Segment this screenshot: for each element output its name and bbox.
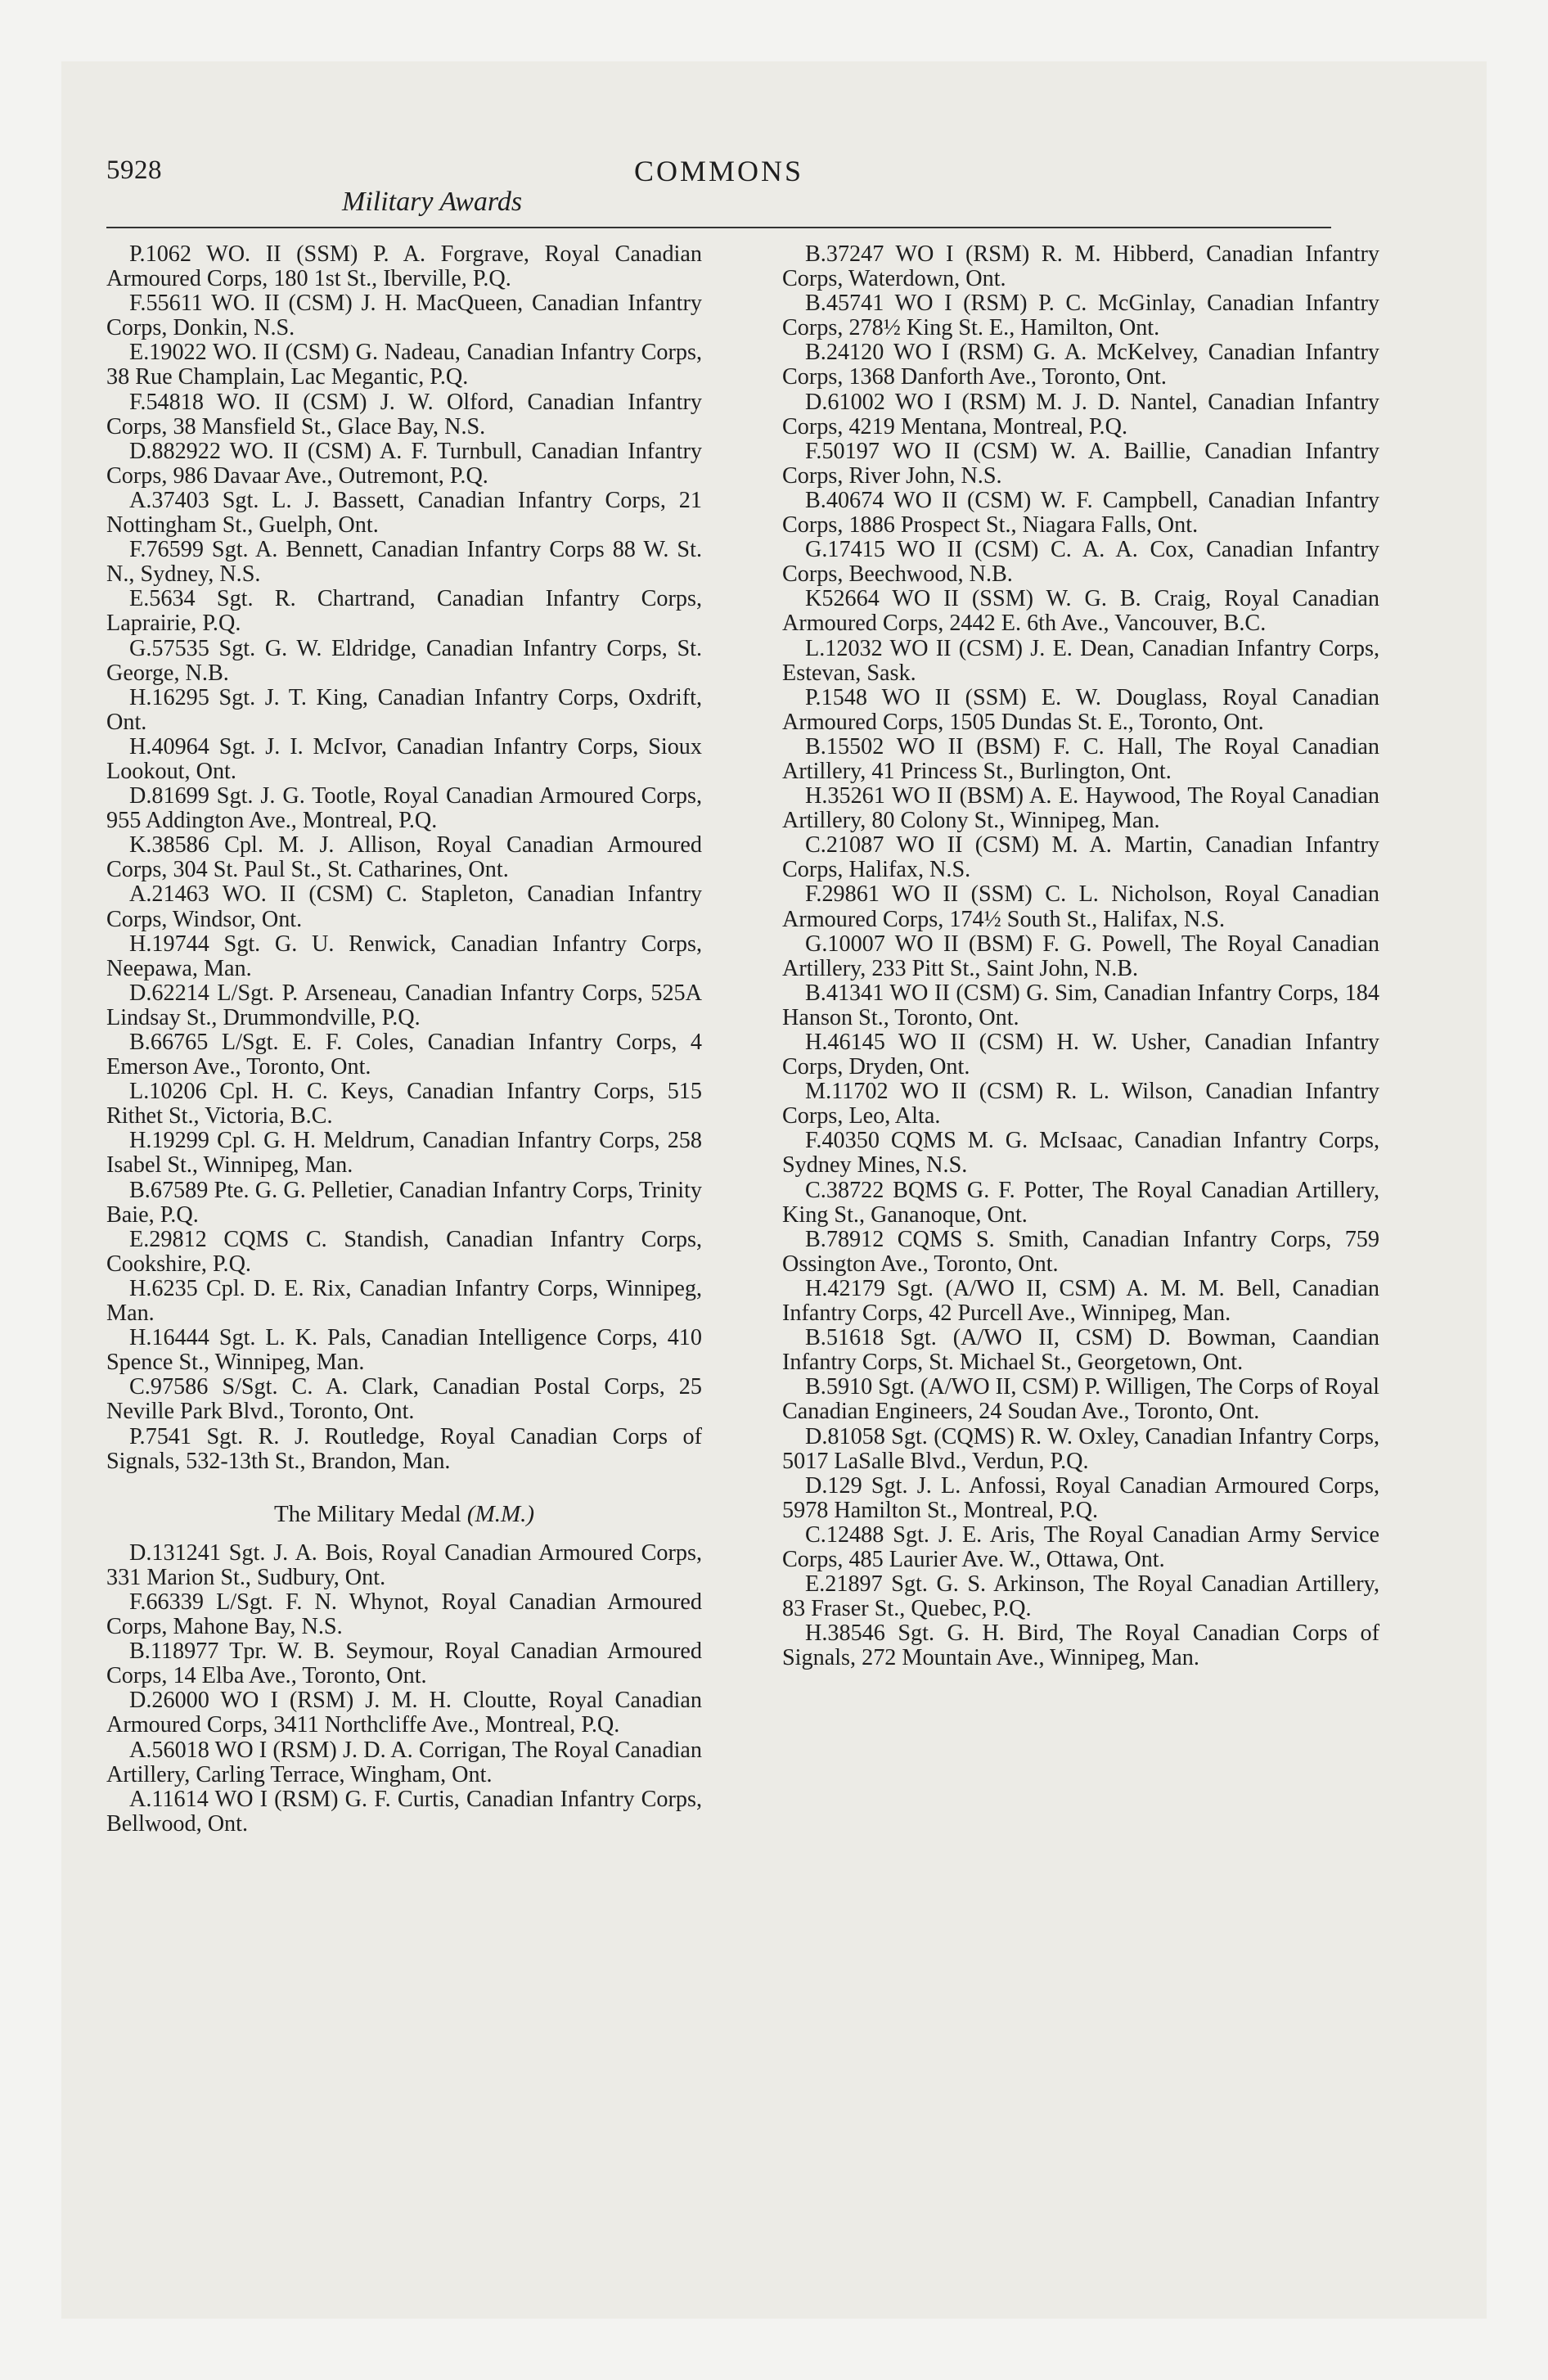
award-entry: B.37247 WO I (RSM) R. M. Hibberd, Canadian Infantry Corps, Waterdown, Ont. — [782, 241, 1379, 292]
award-entry: F.54818 WO. II (CSM) J. W. Olford, Canadian Infantry Corps, 38 Mansfield St., Glace Bay, N.S. — [106, 389, 702, 439]
award-entry: L.10206 Cpl. H. C. Keys, Canadian Infantry Corps, 515 Rithet St., Victoria, B.C. — [106, 1079, 702, 1129]
award-entry: D.81699 Sgt. J. G. Tootle, Royal Canadian Armoured Corps, 955 Addington Ave., Montreal, P.Q. — [106, 783, 702, 834]
award-entry: M.11702 WO II (CSM) R. L. Wilson, Canadian Infantry Corps, Leo, Alta. — [782, 1079, 1379, 1129]
award-entry: H.40964 Sgt. J. I. McIvor, Canadian Infantry Corps, Sioux Lookout, Ont. — [106, 733, 702, 784]
award-entry: H.16295 Sgt. J. T. King, Canadian Infantry Corps, Oxdrift, Ont. — [106, 684, 702, 735]
award-entry: D.62214 L/Sgt. P. Arseneau, Canadian Infantry Corps, 525A Lindsay St., Drummondville, P.Q. — [106, 980, 702, 1030]
award-entry: B.51618 Sgt. (A/WO II, CSM) D. Bowman, Caandian Infantry Corps, St. Michael St., Georgetown, Ont. — [782, 1325, 1379, 1376]
award-entry: F.55611 WO. II (CSM) J. H. MacQueen, Canadian Infantry Corps, Donkin, N.S. — [106, 291, 702, 341]
award-entry: F.66339 L/Sgt. F. N. Whynot, Royal Canadian Armoured Corps, Mahone Bay, N.S. — [106, 1589, 702, 1640]
award-entry: C.21087 WO II (CSM) M. A. Martin, Canadian Infantry Corps, Halifax, N.S. — [782, 832, 1379, 883]
left-entries-bottom — [106, 1541, 702, 1837]
award-entry: D.81058 Sgt. (CQMS) R. W. Oxley, Canadian Infantry Corps, 5017 LaSalle Blvd., Verdun, P.Q. — [782, 1423, 1379, 1474]
award-entry: P.7541 Sgt. R. J. Routledge, Royal Canadian Corps of Signals, 532-13th St., Brandon, Man. — [106, 1423, 702, 1474]
award-entry: P.1548 WO II (SSM) E. W. Douglass, Royal Canadian Armoured Corps, 1505 Dundas St. E., Toronto, Ont. — [782, 684, 1379, 735]
award-entry: H.19744 Sgt. G. U. Renwick, Canadian Infantry Corps, Neepawa, Man. — [106, 931, 702, 981]
award-entry: H.19299 Cpl. G. H. Meldrum, Canadian Infantry Corps, 258 Isabel St., Winnipeg, Man. — [106, 1128, 702, 1179]
award-entry: D.882922 WO. II (CSM) A. F. Turnbull, Canadian Infantry Corps, 986 Davaar Ave., Outremont, P.Q. — [106, 438, 702, 489]
award-entry: E.19022 WO. II (CSM) G. Nadeau, Canadian Infantry Corps, 38 Rue Champlain, Lac Megantic, P.Q. — [106, 340, 702, 390]
award-entry: H.35261 WO II (BSM) A. E. Haywood, The Royal Canadian Artillery, 80 Colony St., Winnipeg, Man. — [782, 783, 1379, 834]
award-entry: H.38546 Sgt. G. H. Bird, The Royal Canadian Corps of Signals, 272 Mountain Ave., Winnipeg, Man. — [782, 1620, 1379, 1671]
section-heading — [106, 1502, 702, 1526]
section-heading-abbr: (M.M.) — [466, 1500, 535, 1527]
award-entry: E.5634 Sgt. R. Chartrand, Canadian Infantry Corps, Laprairie, P.Q. — [106, 586, 702, 637]
award-entry: B.15502 WO II (BSM) F. C. Hall, The Royal Canadian Artillery, 41 Princess St., Burlington, Ont. — [782, 733, 1379, 784]
award-entry: F.29861 WO II (SSM) C. L. Nicholson, Royal Canadian Armoured Corps, 174½ South St., Halifax, N.S. — [782, 881, 1379, 932]
award-entry: K.38586 Cpl. M. J. Allison, Royal Canadian Armoured Corps, 304 St. Paul St., St. Catharines, Ont. — [106, 832, 702, 883]
award-entry: B.40674 WO II (CSM) W. F. Campbell, Canadian Infantry Corps, 1886 Prospect St., Niagara Falls, Ont. — [782, 487, 1379, 539]
left-entries-top — [106, 242, 702, 1474]
award-entry: B.45741 WO I (RSM) P. C. McGinlay, Canadian Infantry Corps, 278½ King St. E., Hamilton, Ont. — [782, 291, 1379, 341]
award-entry: C.97586 S/Sgt. C. A. Clark, Canadian Postal Corps, 25 Neville Park Blvd., Toronto, Ont. — [106, 1374, 702, 1425]
running-head: Military Awards — [342, 187, 523, 217]
award-entry: A.56018 WO I (RSM) J. D. A. Corrigan, The Royal Canadian Artillery, Carling Terrace, Wingham, Ont. — [106, 1737, 702, 1787]
right-column — [782, 242, 1379, 1670]
left-column — [106, 242, 702, 1837]
award-entry: A.21463 WO. II (CSM) C. Stapleton, Canadian Infantry Corps, Windsor, Ont. — [106, 881, 702, 932]
award-entry: B.24120 WO I (RSM) G. A. McKelvey, Canadian Infantry Corps, 1368 Danforth Ave., Toronto, Ont. — [782, 340, 1379, 390]
page-header — [106, 90, 1331, 217]
award-entry: A.11614 WO I (RSM) G. F. Curtis, Canadian Infantry Corps, Bellwood, Ont. — [106, 1786, 702, 1837]
right-entries — [782, 242, 1379, 1670]
award-entry: D.26000 WO I (RSM) J. M. H. Cloutte, Royal Canadian Armoured Corps, 3411 Northcliffe Ave., Montreal, P.Q. — [106, 1688, 702, 1738]
award-entry: F.50197 WO II (CSM) W. A. Baillie, Canadian Infantry Corps, River John, N.S. — [782, 438, 1379, 489]
page-title: COMMONS — [633, 155, 804, 187]
award-entry: E.29812 CQMS C. Standish, Canadian Infantry Corps, Cookshire, P.Q. — [106, 1226, 702, 1277]
award-entry: B.66765 L/Sgt. E. F. Coles, Canadian Infantry Corps, 4 Emerson Ave., Toronto, Ont. — [106, 1030, 702, 1080]
header-rule — [106, 227, 1331, 228]
award-entry: B.78912 CQMS S. Smith, Canadian Infantry Corps, 759 Ossington Ave., Toronto, Ont. — [782, 1226, 1379, 1277]
award-entry: C.38722 BQMS G. F. Potter, The Royal Canadian Artillery, King St., Gananoque, Ont. — [782, 1177, 1379, 1228]
award-entry: H.6235 Cpl. D. E. Rix, Canadian Infantry Corps, Winnipeg, Man. — [106, 1275, 702, 1327]
award-entry: A.37403 Sgt. L. J. Bassett, Canadian Infantry Corps, 21 Nottingham St., Guelph, Ont. — [106, 487, 702, 539]
award-entry: K52664 WO II (SSM) W. G. B. Craig, Royal Canadian Armoured Corps, 2442 E. 6th Ave., Vancouver, B.C. — [782, 586, 1379, 637]
award-entry: B.5910 Sgt. (A/WO II, CSM) P. Willigen, The Corps of Royal Canadian Engineers, 24 Soudan Ave., Toronto, Ont. — [782, 1374, 1379, 1425]
page-number: 5928 — [106, 156, 162, 185]
award-entry: G.57535 Sgt. G. W. Eldridge, Canadian Infantry Corps, St. George, N.B. — [106, 635, 702, 686]
award-entry: B.118977 Tpr. W. B. Seymour, Royal Canadian Armoured Corps, 14 Elba Ave., Toronto, Ont. — [106, 1639, 702, 1689]
award-entry: B.67589 Pte. G. G. Pelletier, Canadian Infantry Corps, Trinity Baie, P.Q. — [106, 1177, 702, 1228]
award-entry: G.17415 WO II (CSM) C. A. A. Cox, Canadian Infantry Corps, Beechwood, N.B. — [782, 537, 1379, 588]
award-entry: D.61002 WO I (RSM) M. J. D. Nantel, Canadian Infantry Corps, 4219 Mentana, Montreal, P.Q. — [782, 389, 1379, 439]
award-entry: D.131241 Sgt. J. A. Bois, Royal Canadian Armoured Corps, 331 Marion St., Sudbury, Ont. — [106, 1539, 702, 1590]
award-entry: H.42179 Sgt. (A/WO II, CSM) A. M. M. Bell, Canadian Infantry Corps, 42 Purcell Ave., Winnipeg, Man. — [782, 1275, 1379, 1327]
award-entry: E.21897 Sgt. G. S. Arkinson, The Royal Canadian Artillery, 83 Fraser St., Quebec, P.Q. — [782, 1571, 1379, 1622]
award-entry: L.12032 WO II (CSM) J. E. Dean, Canadian Infantry Corps, Estevan, Sask. — [782, 635, 1379, 686]
award-entry: H.16444 Sgt. L. K. Pals, Canadian Intelligence Corps, 410 Spence St., Winnipeg, Man. — [106, 1325, 702, 1376]
section-heading-text: The Military Medal — [273, 1500, 461, 1527]
award-entry: D.129 Sgt. J. L. Anfossi, Royal Canadian Armoured Corps, 5978 Hamilton St., Montreal, P.Q. — [782, 1472, 1379, 1523]
award-entry: H.46145 WO II (CSM) H. W. Usher, Canadian Infantry Corps, Dryden, Ont. — [782, 1030, 1379, 1080]
award-entry: F.40350 CQMS M. G. McIsaac, Canadian Infantry Corps, Sydney Mines, N.S. — [782, 1128, 1379, 1179]
award-entry: C.12488 Sgt. J. E. Aris, The Royal Canadian Army Service Corps, 485 Laurier Ave. W., Ottawa, Ont. — [782, 1521, 1379, 1572]
award-entry: G.10007 WO II (BSM) F. G. Powell, The Royal Canadian Artillery, 233 Pitt St., Saint John, N.B. — [782, 931, 1379, 981]
award-entry: F.76599 Sgt. A. Bennett, Canadian Infantry Corps 88 W. St. N., Sydney, N.S. — [106, 537, 702, 588]
award-entry: B.41341 WO II (CSM) G. Sim, Canadian Infantry Corps, 184 Hanson St., Toronto, Ont. — [782, 980, 1379, 1030]
award-entry: P.1062 WO. II (SSM) P. A. Forgrave, Royal Canadian Armoured Corps, 180 1st St., Iberville, P.Q. — [106, 241, 702, 292]
